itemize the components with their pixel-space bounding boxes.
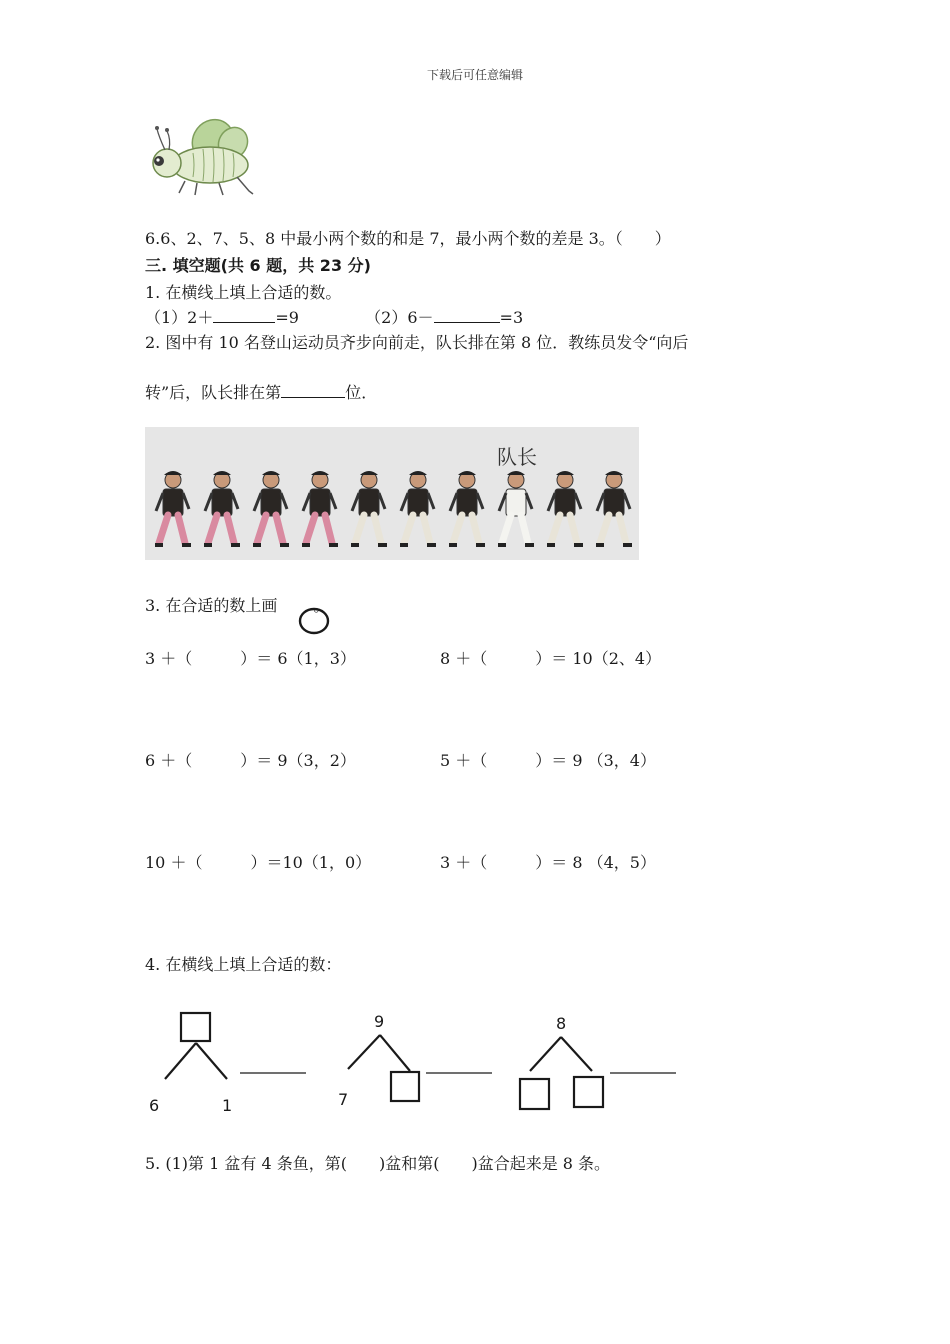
climbers-image [145,427,639,560]
q2-line2-prefix: 转”后，队长排在第 [145,383,282,402]
climber [449,471,485,545]
q1-part2-prefix: （2）6－ [365,308,434,327]
climber-leader [498,471,534,545]
q3-row2-right: 5 ＋（ ）＝ 9 （3，4） [440,751,656,770]
q1-part2-blank[interactable] [434,308,500,323]
climber [302,471,338,545]
tree2-top-number: 9 [374,1012,385,1031]
climber [155,471,191,545]
page-header: 下载后可任意编辑 [426,68,523,82]
tree2-left-number: 7 [338,1090,349,1109]
question-6: 6.6、2、7、5、8 中最小两个数的和是 7，最小两个数的差是 3。（ ） [145,229,671,248]
tree3-right-box[interactable] [574,1077,603,1107]
q1-parts [145,305,523,328]
climber [253,471,289,545]
section-3-title: 三. 填空题(共 6 题，共 23 分) [145,256,371,275]
tree3-top-number: 8 [556,1014,567,1033]
q2-blank[interactable] [281,383,345,398]
q3-row3-right: 3 ＋（ ）＝ 8 （4，5） [440,853,656,872]
q2-line1: 2. 图中有 10 名登山运动员齐步向前走，队长排在第 8 位．教练员发令“向后 [145,333,689,352]
q4-prompt: 4. 在横线上填上合适的数： [145,955,342,974]
climber [400,471,436,545]
tree3-left-box[interactable] [520,1079,549,1109]
leader-label: 队长 [497,445,537,469]
q3-row2-left: 6 ＋（ ）＝ 9（3，2） [145,751,356,770]
q2-line2 [145,380,377,403]
q1-part1-blank[interactable] [213,308,275,323]
tree1-right-number: 1 [222,1096,233,1115]
number-trees-figure [140,1005,685,1120]
q3-row1-right: 8 ＋（ ）＝ 10（2、4） [440,649,662,668]
q3-row3-left: 10 ＋（ ）＝10（1，0） [145,853,372,872]
tree2-right-box[interactable] [391,1072,419,1101]
tree1-left-number: 6 [149,1096,160,1115]
climber [547,471,583,545]
q3-prompt: 3. 在合适的数上画 [145,596,278,615]
q1-part2-suffix: =3 [499,308,524,327]
fly-illustration [145,115,257,197]
q1-part1-suffix: =9 [275,308,299,327]
q3-prompt-end: 。 [313,596,330,615]
q3-row1-left: 3 ＋（ ）＝ 6（1，3） [145,649,356,668]
q2-line2-suffix: 位． [345,383,378,402]
circle-icon [297,606,331,636]
q5-text: 5. (1)第 1 盆有 4 条鱼，第( )盆和第( )盆合起来是 8 条。 [145,1154,611,1173]
q1-part1-prefix: （1）2＋ [145,308,214,327]
walkers-figures [145,427,639,560]
climber [351,471,387,545]
climber [596,471,632,545]
q1-prompt: 1. 在横线上填上合适的数。 [145,283,342,302]
climber [204,471,240,545]
tree1-top-box[interactable] [181,1013,210,1041]
